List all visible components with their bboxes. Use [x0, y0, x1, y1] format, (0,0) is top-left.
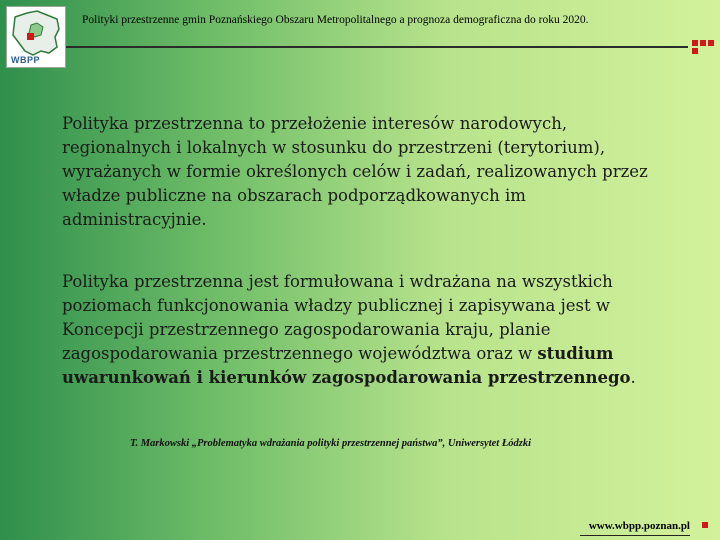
paragraph-bold-text: studium uwarunkowań i kierunków zagospodarowania przestrzennego [62, 344, 631, 387]
page-title: Polityki przestrzenne gmin Poznańskiego Obszaru Metropolitalnego a prognoza demograficzna do roku 2020. [82, 14, 589, 26]
footer-url[interactable]: www.wbpp.poznan.pl [588, 520, 690, 532]
accent-square [708, 40, 714, 46]
paragraph-text: Polityka przestrzenna to przełożenie interesów narodowych, regionalnych i lokalnych w stosunku do przestrzeni (terytorium), wyrażanych w formie określonych celów i zadań, realizowanych przez władze publiczne na obszarach podporządkowanych im administracyjnie. [62, 114, 648, 229]
accent-square [702, 522, 708, 528]
paragraph-end: . [630, 368, 636, 387]
citation: T. Markowski „Problematyka wdrażania polityki przestrzennej państwa”, Uniwersytet Łódzki [130, 438, 531, 449]
paragraph-text: Polityka przestrzenna jest formułowana i wdrażana na wszystkich poziomach funkcjonowania władzy publicznej i zapisywana jest w Koncepcji przestrzennego zagospodarowania kraju, planie zagospodarowania przestrzennego województwa oraz w [62, 272, 613, 363]
paragraph-levels [62, 270, 662, 390]
footer-divider [580, 535, 690, 536]
accent-square [700, 40, 706, 46]
wbpp-logo [6, 6, 66, 68]
logo-text: WBPP [11, 55, 40, 65]
accent-square [692, 48, 698, 54]
header-divider [66, 46, 688, 48]
accent-square [692, 40, 698, 46]
paragraph-definition [62, 112, 662, 232]
